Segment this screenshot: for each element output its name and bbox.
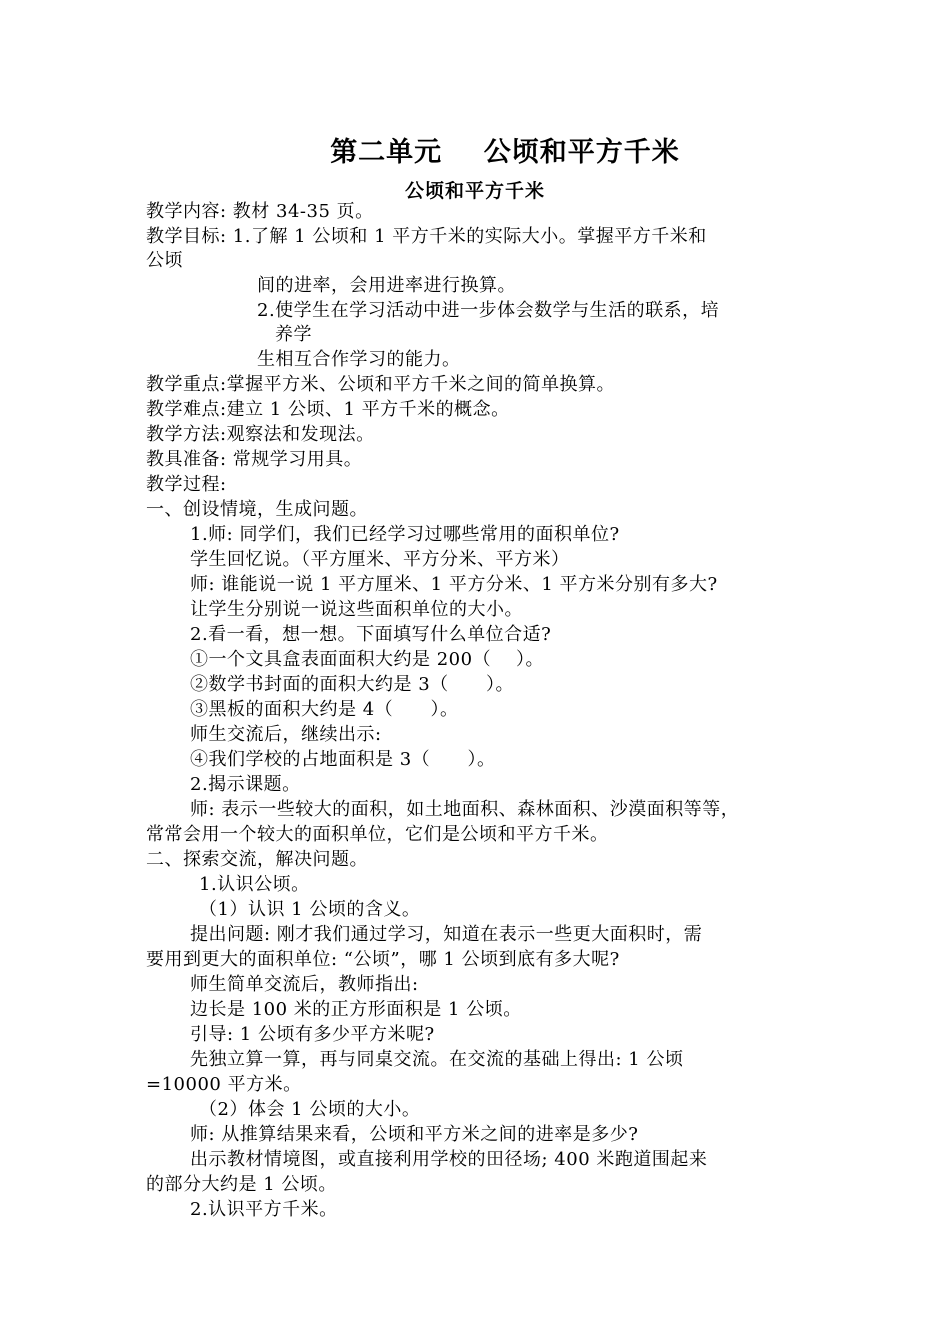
text-line: 生相互合作学习的能力。	[257, 349, 461, 370]
text-line: 师: 从推算结果来看，公顷和平方米之间的进率是多少?	[190, 1124, 639, 1145]
text-line: 常常会用一个较大的面积单位，它们是公顷和平方千米。	[146, 824, 609, 845]
text-line: 2.使学生在学习活动中进一步体会数学与生活的联系，培	[257, 300, 720, 321]
document-subtitle: 公顷和平方千米	[404, 180, 545, 202]
text-line: 要用到更大的面积单位: “公顷”，哪 1 公顷到底有多大呢?	[146, 949, 620, 970]
text-line: 师: 表示一些较大的面积，如土地面积、森林面积、沙漠面积等等，	[190, 799, 740, 820]
text-line: 教学重点:掌握平方米、公顷和平方千米之间的简单换算。	[146, 374, 616, 395]
text-line: 教学内容: 教材 34-35 页。	[146, 201, 374, 222]
text-line: 学生回忆说。（平方厘米、平方分米、平方米）	[190, 549, 570, 570]
text-line: ④我们学校的占地面积是 3（ ）。	[190, 749, 496, 770]
text-line: =10000 平方米。	[146, 1074, 302, 1095]
text-line: 教学过程:	[146, 474, 227, 495]
text-line: 教学难点:建立 1 公顷、1 平方千米的概念。	[146, 399, 510, 420]
text-line: 1.认识公顷。	[199, 874, 310, 895]
text-line: ②数学书封面的面积大约是 3（ ）。	[190, 674, 515, 695]
text-line: 2.揭示课题。	[190, 774, 301, 795]
text-line: 引导: 1 公顷有多少平方米呢?	[190, 1024, 435, 1045]
text-line: 师生交流后，继续出示:	[190, 724, 382, 745]
text-line: 的部分大约是 1 公顷。	[146, 1174, 337, 1195]
text-line: 养学	[275, 324, 312, 345]
text-line: 教学方法:观察法和发现法。	[146, 424, 375, 445]
text-line: （2）体会 1 公顷的大小。	[199, 1099, 421, 1120]
text-line: 2.看一看，想一想。下面填写什么单位合适?	[190, 624, 552, 645]
text-line: ③黑板的面积大约是 4（ ）。	[190, 699, 459, 720]
text-line: 公顷	[146, 250, 183, 271]
section-heading: 一、创设情境，生成问题。	[146, 499, 368, 520]
text-line: 师: 谁能说一说 1 平方厘米、1 平方分米、1 平方米分别有多大?	[190, 574, 718, 595]
text-line: 边长是 100 米的正方形面积是 1 公顷。	[190, 999, 522, 1020]
text-line: 2.认识平方千米。	[190, 1199, 338, 1220]
document-title: 第二单元 公顷和平方千米	[330, 137, 680, 168]
text-line: 先独立算一算，再与同桌交流。在交流的基础上得出: 1 公顷	[190, 1049, 684, 1070]
text-line: （1）认识 1 公顷的含义。	[199, 899, 421, 920]
text-line: ①一个文具盒表面面积大约是 200（ ）。	[190, 649, 544, 670]
text-line: 教具准备: 常规学习用具。	[146, 449, 363, 470]
text-line: 1.师: 同学们，我们已经学习过哪些常用的面积单位?	[190, 524, 620, 545]
text-line: 提出问题: 刚才我们通过学习，知道在表示一些更大面积时，需	[190, 924, 703, 945]
text-line: 师生简单交流后，教师指出:	[190, 974, 419, 995]
section-heading: 二、探索交流，解决问题。	[146, 849, 368, 870]
text-line: 出示教材情境图，或直接利用学校的田径场; 400 米跑道围起来	[190, 1149, 708, 1170]
text-line: 教学目标: 1.了解 1 公顷和 1 平方千米的实际大小。掌握平方千米和	[146, 226, 707, 247]
text-line: 间的进率，会用进率进行换算。	[257, 275, 516, 296]
text-line: 让学生分别说一说这些面积单位的大小。	[190, 599, 523, 620]
